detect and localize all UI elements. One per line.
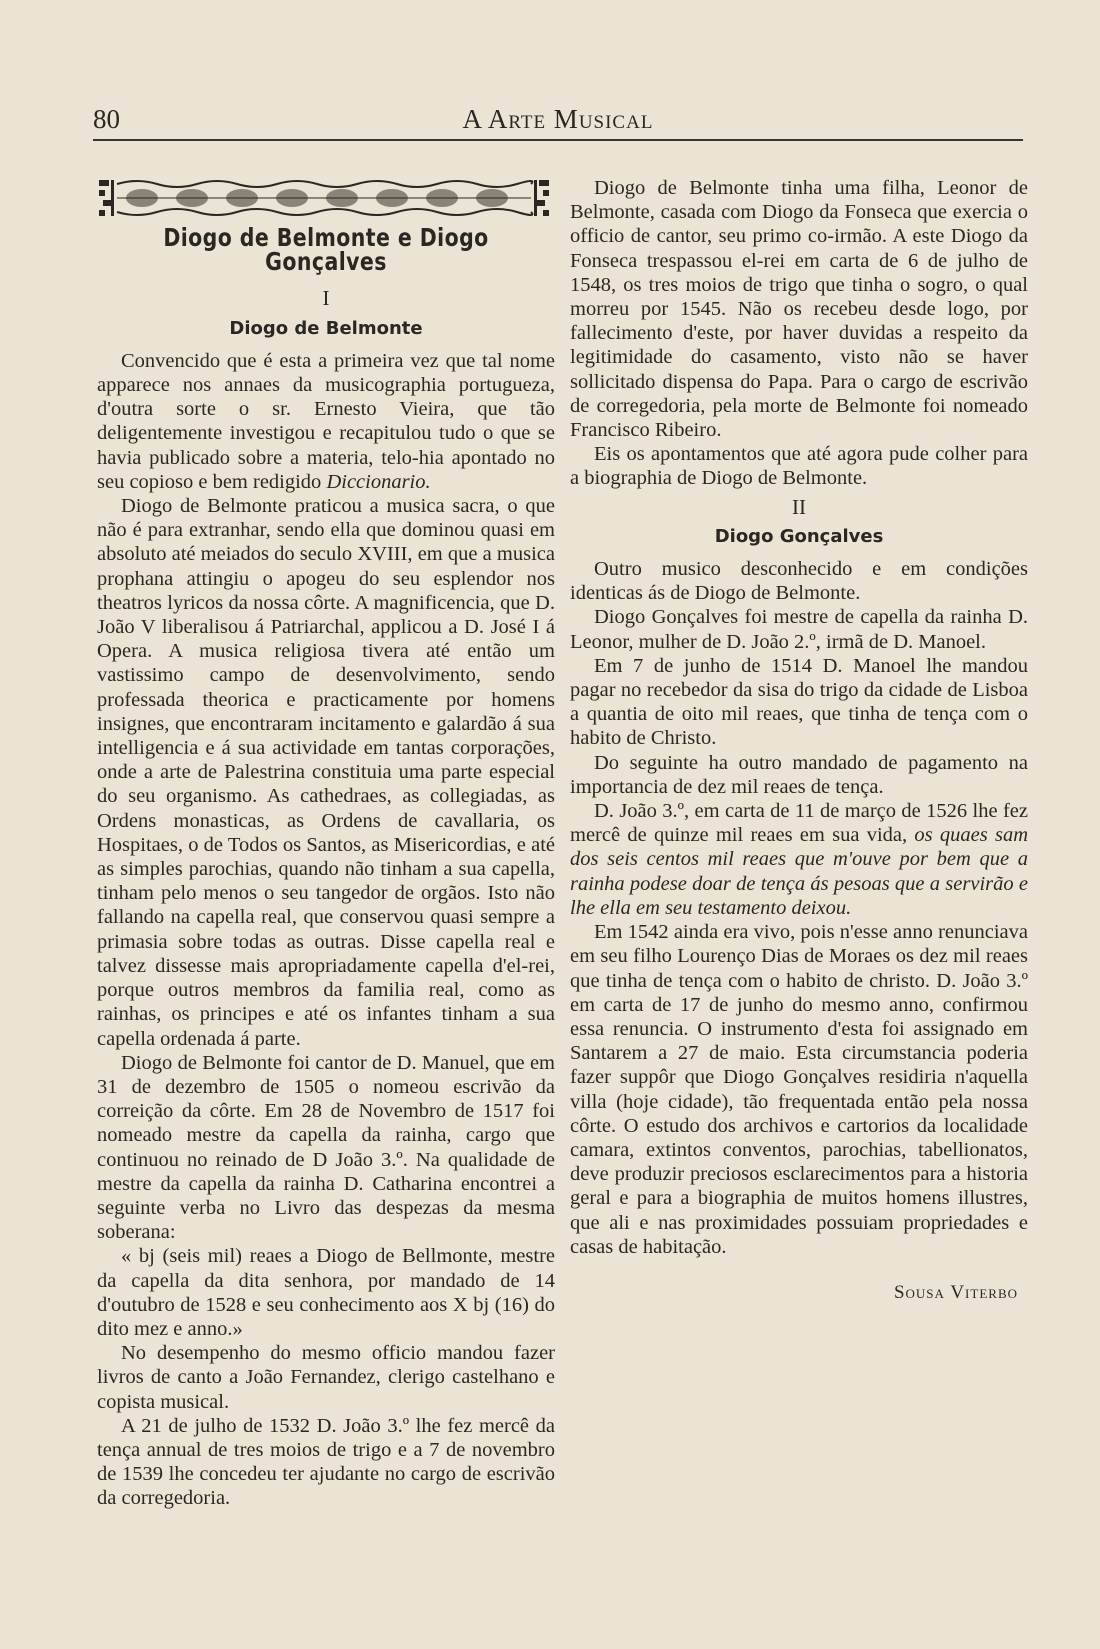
paragraph: Outro musico desconhecido e em condições identicas ás de Diogo de Belmonte. [570, 558, 1028, 605]
paragraph: Diogo de Belmonte foi cantor de D. Manuel, que em 31 de dezembro de 1505 o nomeou escrivão da correição da côrte. Em 28 de Novembro de 1517 foi nomeado mestre da capella da rainha, cargo que continuou no reinado de D João 3.º. Na qualidade de mestre da capella da rainha D. Catharina encontrei a seguinte verba no Livro das despezas da mesma soberana: [97, 1051, 555, 1244]
paragraph: D. João 3.º, em carta de 11 de março de 1526 lhe fez mercê de quinze mil reaes em sua vida, os quaes sam dos seis centos mil reaes que m'ouve por bem que a rainha podese doar de tença ás pesoas que a servirão e lhe ella em seu testamento deixou. [570, 800, 1028, 919]
right-column [570, 176, 1028, 1305]
paragraph: Em 1542 ainda era vivo, pois n'esse anno renunciava em seu filho Lourenço Dias de Moraes os dez mil reaes que tinha de tença com o habito de christo. D. João 3.º em carta de 17 de junho do mesmo anno, confirmou essa renuncia. O instrumento d'esta foi assignado em Santarem a 27 de maio. Esta circumstancia poderia fazer suppôr que Diogo Gonçalves residiria n'aquella villa (hoje cidade), tão frequentada então pela nossa côrte. O estudo dos archivos e cartorios da localidade camara, extintos conventos, parochias, tabellionatos, deve produzir preciosos esclarecimentos para a historia geral e para a biographia de muitos homens illustres, que ali e nas proximidades possuiam propriedades e casas de habitação. [570, 921, 1028, 1258]
paragraph: No desempenho do mesmo officio mandou fazer livros de canto a João Fernandez, clerigo castelhano e copista musical. [97, 1342, 555, 1413]
paragraph: A 21 de julho de 1532 D. João 3.º lhe fez mercê da tença annual de tres moios de trigo e a 7 de novembro de 1539 lhe concedeu ter ajudante no cargo de escrivão da corregedoria. [97, 1414, 555, 1510]
running-title: A Arte Musical [462, 104, 654, 134]
paragraph: Eis os apontamentos que até agora pude colher para a biographia de Diogo de Belmonte. [570, 443, 1028, 490]
paragraph: Diogo de Belmonte praticou a musica sacra, o que não é para extranhar, sendo ella que dominou quasi em absoluto até meiados do seculo XVIII, em que a musica prophana attingiu o apogeu do seu esplendor nos theatros lyricos da nossa côrte. A magnificencia, que D. João V liberalisou á Patriarchal, applicou a D. José I á Opera. A musica religiosa tivera até então um vastissimo campo de desenvolvimento, sendo professada theorica e practicamente por homens insignes, que encontraram incitamento e galardão á sua intelligencia e á sua actividade em tantas corporações, onde a arte de Palestrina constituia uma parte especial do seu organismo. As cathedraes, as collegiadas, as Ordens monasticas, as Ordens de cavallaria, os Hospitaes, o de Todos os Santos, as Misericordias, e até as simples parochias, quando não tinham a sua capella, tinham pelo menos o seu tangedor de orgãos. Isto não fallando na capella real, que conservou quasi sempre a primasia sobre todas as outras. Disse capella real e talvez dissesse mais apropriadamente capella d'el-rei, porque outros membros da familia real, como as rainhas, os principes e até os infantes tinham a sua capella ordenada á parte. [97, 495, 555, 1050]
header-rule [93, 139, 1023, 141]
paragraph: Em 7 de junho de 1514 D. Manoel lhe mandou pagar no recebedor da sisa do trigo da cidade de Lisboa a quantia de oito mil reaes, que tinha de tença com o habito de Christo. [570, 654, 1028, 750]
author-signature: Sousa Viterbo [893, 1281, 1018, 1303]
article-title: Diogo de Belmonte e Diogo Gonçalves [163, 223, 489, 277]
section-heading-belmonte: Diogo de Belmonte [229, 317, 423, 339]
page-number: 80 [93, 104, 120, 134]
part-two-numeral: II [792, 494, 806, 519]
decorative-banner-ornament [97, 176, 551, 220]
paragraph: Do seguinte ha outro mandado de pagamento na importancia de dez mil reaes de tença. [570, 751, 1028, 798]
page-header [93, 104, 1023, 140]
left-column [97, 176, 555, 1511]
part-one-numeral: I [322, 286, 330, 311]
paragraph: Diogo de Belmonte tinha uma filha, Leonor de Belmonte, casada com Diogo da Fonseca que exercia o officio de cantor, seu primo co-irmão. A este Diogo da Fonseca trespassou el-rei em carta de 6 de julho de 1548, os tres moios de trigo que tinha o sogro, o qual morreu por 1545. Não os recebeu desde logo, por fallecimento d'este, por haver duvidas a respeito da legitimidade do casamento, visto não se haver sollicitado dispensa do Papa. Para o cargo de escrivão de corregedoria, pela morte de Belmonte foi nomeado Francisco Ribeiro. [570, 177, 1028, 442]
section-heading-goncalves: Diogo Gonçalves [714, 525, 884, 547]
paragraph: Convencido que é esta a primeira vez que tal nome apparece nos annaes da musicographia portugueza, d'outra sorte o sr. Ernesto Vieira, que tão deligentemente investigou e recapitulou tudo o que se havia publicado sobre a materia, telo-hia apontado no seu copioso e bem redigido Diccionario. [97, 349, 555, 493]
paragraph: Diogo Gonçalves foi mestre de capella da rainha D. Leonor, mulher de D. João 2.º, irmã de D. Manoel. [570, 606, 1028, 653]
quotation-paragraph: « bj (seis mil) reaes a Diogo de Bellmonte, mestre da capella da dita senhora, por mandado de 14 d'outubro de 1528 e seu conhecimento aos X bj (16) do dito mez e anno.» [97, 1245, 555, 1340]
